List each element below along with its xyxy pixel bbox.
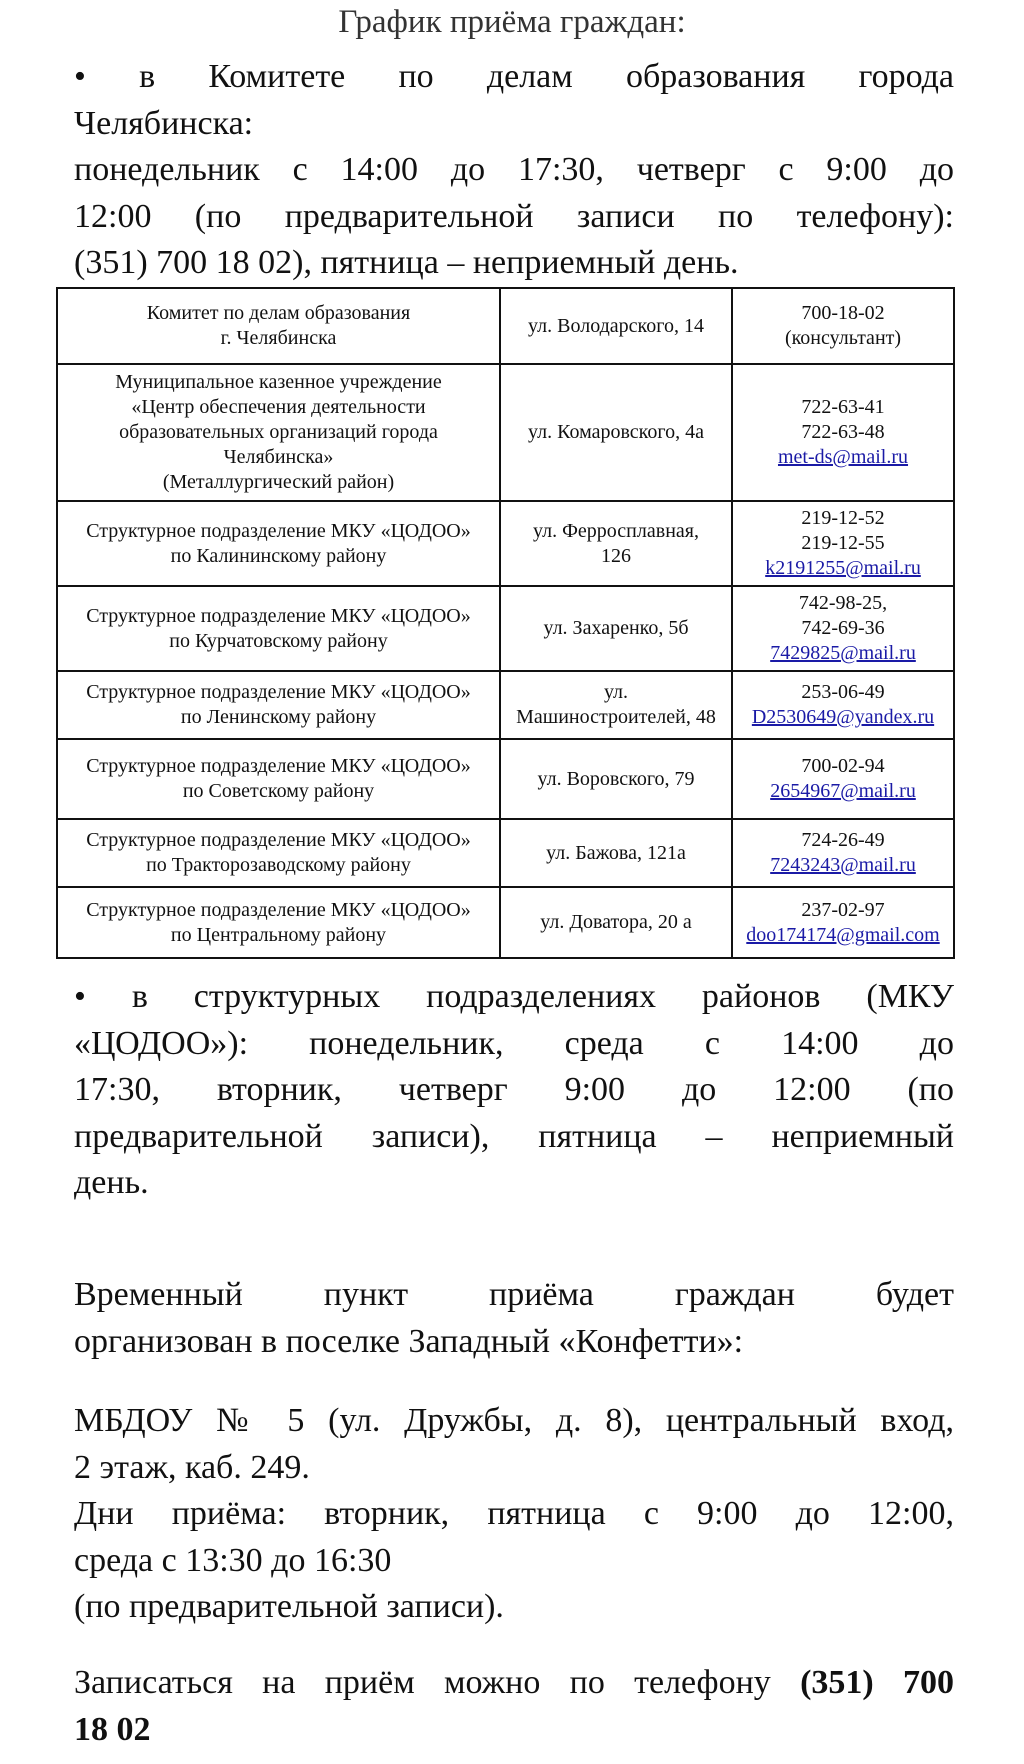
address-cell-line: ул. Бажова, 121а [546, 841, 686, 864]
text-line: предварительной записи), пятница – неприемный [74, 1117, 954, 1155]
email-link[interactable]: doo174174@gmail.com [746, 923, 940, 946]
org-cell [57, 887, 500, 958]
text-line: «ЦОДОО»): понедельник, среда с 14:00 до [74, 1024, 954, 1062]
phone-cell-line: 722-63-41 [801, 396, 885, 418]
org-cell-line: Структурное подразделение МКУ «ЦОДОО» [86, 681, 471, 703]
address-cell-line: 126 [601, 544, 631, 567]
signup-label: Записаться на приём можно по телефону [74, 1664, 771, 1701]
address-cell [500, 364, 732, 501]
temporary-point-text [74, 1272, 954, 1365]
org-cell-line: Комитет по делам образования [146, 302, 411, 324]
org-cell-line: по Центральному району [170, 923, 387, 946]
phone-cell-line: 700-18-02 [801, 302, 885, 324]
committee-schedule [74, 54, 954, 287]
table-row [57, 364, 954, 501]
address-cell-line: ул. Воровского, 79 [537, 767, 695, 790]
email-link[interactable]: D2530649@yandex.ru [751, 706, 935, 728]
phone-cell-line: 219-12-55 [801, 532, 885, 554]
address-cell [500, 671, 732, 739]
email-link[interactable]: 2654967@mail.ru [770, 780, 916, 802]
text-line: МБДОУ № 5 (ул. Дружбы, д. 8), центральный вход, [74, 1402, 954, 1439]
phone-cell-line: 253-06-49 [801, 681, 885, 703]
org-cell-line: Муниципальное казенное учреждение [115, 371, 442, 393]
phone-cell [732, 364, 954, 501]
org-cell-line: Структурное подразделение МКУ «ЦОДОО» [86, 898, 471, 921]
address-cell-line: ул. Захаренко, 5б [543, 617, 689, 639]
table-row [57, 671, 954, 739]
org-cell [57, 501, 500, 586]
text-line: 17:30, вторник, четверг 9:00 до 12:00 (по [74, 1071, 954, 1108]
org-cell-line: по Курчатовскому району [169, 629, 388, 652]
address-cell [500, 887, 732, 958]
address-cell-line: ул. Ферросплавная, [533, 519, 699, 542]
table-row [57, 586, 954, 671]
org-cell-line: Структурное подразделение МКУ «ЦОДОО» [86, 519, 471, 542]
org-cell [57, 586, 500, 671]
address-cell-line: Машиностроителей, 48 [516, 706, 716, 728]
phone-cell-line: 742-69-36 [801, 617, 885, 639]
text-line: понедельник с 14:00 до 17:30, четверг с 9:00 до [74, 151, 954, 188]
address-cell-line: ул. Комаровского, 4а [528, 421, 704, 443]
org-cell-line: (Металлургический район) [162, 471, 395, 493]
address-cell [500, 586, 732, 671]
text-line: Временный пункт приёма граждан будет [74, 1276, 954, 1313]
page-title: График приёма граждан: [338, 4, 686, 40]
org-cell-line: Структурное подразделение МКУ «ЦОДОО» [86, 755, 471, 777]
phone-cell [732, 586, 954, 671]
address-cell [500, 819, 732, 887]
table-row [57, 288, 954, 364]
phone-cell [732, 887, 954, 958]
org-cell-line: Структурное подразделение МКУ «ЦОДОО» [86, 604, 471, 627]
phone-cell-line: 724-26-49 [801, 829, 885, 851]
org-cell-line: «Центр обеспечения деятельности [131, 396, 426, 418]
signup-phone-end: 18 02 [74, 1710, 151, 1748]
text-line: 12:00 (по предварительной записи по телефону): [74, 197, 954, 235]
org-cell-line: по Тракторозаводскому району [146, 854, 411, 876]
org-cell-line: Челябинска» [223, 446, 334, 468]
text-line: Челябинска: [74, 104, 254, 142]
address-cell [500, 288, 732, 364]
phone-cell-line: 742-98-25, [798, 592, 888, 614]
phone-cell-line: 237-02-97 [801, 898, 885, 921]
phone-cell [732, 819, 954, 887]
text-line: (по предварительной записи). [74, 1588, 504, 1625]
org-cell [57, 288, 500, 364]
phone-cell-line: 700-02-94 [801, 755, 885, 777]
phone-cell [732, 739, 954, 819]
phone-cell [732, 501, 954, 586]
text-line: (351) 700 18 02), пятница – неприемный день. [74, 244, 739, 281]
address-cell-line: ул. [603, 681, 629, 703]
text-line: • в Комитете по делам образования города [74, 58, 954, 95]
org-cell [57, 819, 500, 887]
address-cell-line: ул. Доватора, 20 а [540, 911, 692, 933]
email-link[interactable]: 7429825@mail.ru [770, 642, 916, 664]
districts-schedule [74, 974, 954, 1207]
org-cell [57, 739, 500, 819]
org-cell-line: г. Челябинска [220, 327, 337, 349]
org-cell-line: по Калининскому району [170, 544, 387, 567]
text-line: 2 этаж, каб. 249. [74, 1448, 310, 1486]
phone-cell-line: 219-12-52 [801, 507, 885, 529]
address-cell [500, 501, 732, 586]
text-line: среда с 13:30 до 16:30 [74, 1541, 392, 1579]
phone-cell [732, 671, 954, 739]
org-cell-line: образовательных организаций города [119, 421, 438, 443]
email-link[interactable]: met-ds@mail.ru [777, 446, 909, 468]
address-cell-line: ул. Володарского, 14 [528, 314, 704, 337]
address-cell [500, 739, 732, 819]
table-row [57, 887, 954, 958]
text-line: Дни приёма: вторник, пятница с 9:00 до 12:00, [74, 1495, 954, 1532]
email-link[interactable]: 7243243@mail.ru [770, 854, 916, 876]
text-line: организован в поселке Западный «Конфетти»: [74, 1322, 744, 1360]
phone-cell [732, 288, 954, 364]
org-cell-line: по Ленинскому району [180, 706, 377, 728]
text-line: • в структурных подразделениях районов (МКУ [74, 978, 954, 1015]
org-cell-line: Структурное подразделение МКУ «ЦОДОО» [86, 829, 471, 851]
signup-phone: (351) 700 [800, 1664, 955, 1701]
org-cell-line: по Советскому району [182, 780, 375, 802]
text-line: день. [74, 1164, 149, 1201]
table-row [57, 501, 954, 586]
email-link[interactable]: k2191255@mail.ru [765, 557, 921, 579]
org-cell [57, 671, 500, 739]
table-row [57, 739, 954, 819]
signup-text [74, 1660, 954, 1753]
table-row [57, 819, 954, 887]
phone-cell-line: 722-63-48 [801, 421, 885, 443]
org-cell [57, 364, 500, 501]
temporary-point-address [74, 1398, 954, 1631]
contacts-table [56, 287, 955, 959]
phone-cell-line: (консультант) [784, 327, 902, 349]
